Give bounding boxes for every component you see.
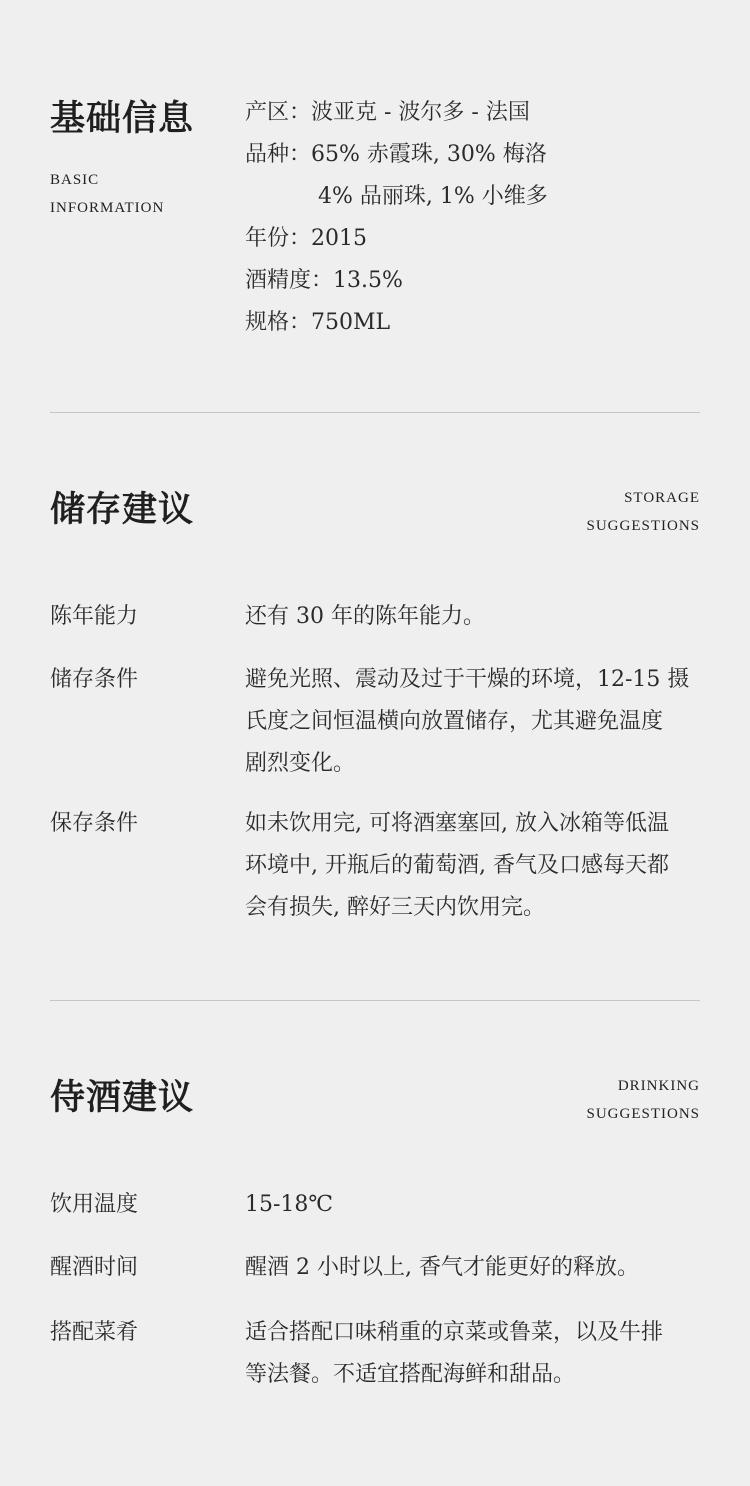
drinking-row-value [245,1184,700,1226]
storage-title: 储存建议 [50,489,195,530]
drinking-en-label [586,1072,700,1128]
drinking-row-label: 搭配菜肴 [50,1320,139,1345]
value-line: 环境中, 开瓶后的葡萄酒, 香气及口感每天都 [245,853,669,878]
drinking-row-label: 饮用温度 [50,1192,139,1217]
storage-en-line1: STORAGE [624,490,700,506]
basic-info-en-line2: INFORMATION [50,200,165,216]
storage-en-label [586,484,700,540]
drinking-row-value [245,1247,700,1289]
basic-info-title: 基础信息 [50,98,195,139]
drinking-title: 侍酒建议 [50,1077,195,1118]
value-line: 会有损失, 醉好三天内饮用完。 [245,895,545,920]
basic-info-en-label [50,166,164,222]
basic-info-variety-cont: 4% 品丽珠, 1% 小维多 [318,184,548,209]
basic-info-alcohol: 酒精度：13.5% [245,268,403,293]
storage-row-value [245,803,700,929]
drinking-row-label: 醒酒时间 [50,1255,139,1280]
storage-en-line2: SUGGESTIONS [586,518,700,534]
drinking-row-value [245,1312,700,1396]
value-line: 等法餐。不适宜搭配海鲜和甜品。 [245,1362,576,1387]
value-line: 氏度之间恒温横向放置储存，尤其避免温度 [245,709,664,734]
divider-1 [50,412,700,413]
basic-info-vintage: 年份：2015 [245,226,367,251]
value-line: 如未饮用完, 可将酒塞塞回, 放入冰箱等低温 [245,811,669,836]
basic-info-region: 产区：波亚克 - 波尔多 - 法国 [245,100,530,125]
drinking-en-line1: DRINKING [617,1078,700,1094]
storage-row-value [245,596,700,638]
value-line: 醒酒 2 小时以上, 香气才能更好的释放。 [245,1255,639,1280]
storage-row-label: 保存条件 [50,811,139,836]
basic-info-volume: 规格：750ML [245,310,391,335]
basic-info-variety: 品种：65% 赤霞珠, 30% 梅洛 [245,142,547,167]
storage-row-label: 陈年能力 [50,604,139,629]
basic-info-en-line1: BASIC [50,172,100,188]
storage-row-label: 储存条件 [50,667,139,692]
value-line: 还有 30 年的陈年能力。 [245,604,485,629]
storage-row-value [245,659,700,785]
divider-2 [50,1000,700,1001]
value-line: 适合搭配口味稍重的京菜或鲁菜，以及牛排 [245,1320,664,1345]
value-line: 剧烈变化。 [245,751,356,776]
value-line: 避免光照、震动及过于干燥的环境，12-15 摄 [245,667,690,692]
value-line: 15-18℃ [245,1192,334,1217]
basic-info-list [245,92,548,344]
drinking-en-line2: SUGGESTIONS [586,1106,700,1122]
